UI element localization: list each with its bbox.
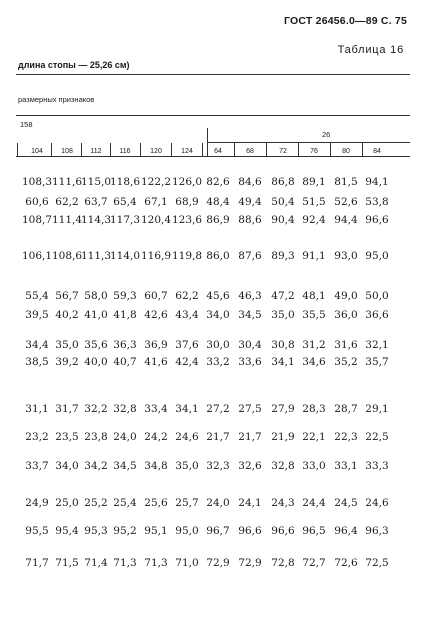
table-cell: 25,4 xyxy=(113,497,137,509)
table-cell: 32,6 xyxy=(238,460,262,472)
table-cell: 84,6 xyxy=(238,176,262,188)
table-cell: 71,3 xyxy=(144,557,168,569)
column-header: 84 xyxy=(373,148,381,155)
table-cell: 23,8 xyxy=(84,431,108,443)
table-cell: 25,0 xyxy=(55,497,79,509)
table-cell: 39,2 xyxy=(55,356,79,368)
table-cell: 32,8 xyxy=(113,403,137,415)
column-header: 64 xyxy=(214,148,222,155)
table-cell: 36,3 xyxy=(113,339,137,351)
table-cell: 72,5 xyxy=(365,557,389,569)
table-cell: 52,6 xyxy=(334,196,358,208)
table-cell: 47,2 xyxy=(271,290,295,302)
table-cell: 68,9 xyxy=(175,196,199,208)
table-cell: 30,0 xyxy=(206,339,230,351)
table-cell: 108,3 xyxy=(21,176,53,188)
table-cell: 31,1 xyxy=(25,403,49,415)
foot-length-caption: длина стопы — 25,26 см) xyxy=(18,60,130,70)
size-features-caption: размерных признаков xyxy=(18,95,95,104)
table-cell: 67,1 xyxy=(144,196,168,208)
table-cell: 86,9 xyxy=(206,214,230,226)
table-cell: 62,2 xyxy=(55,196,79,208)
table-cell: 111,3 xyxy=(80,250,112,262)
table-cell: 40,7 xyxy=(113,356,137,368)
table-cell: 24,0 xyxy=(206,497,230,509)
column-divider xyxy=(298,143,299,156)
table-cell: 56,7 xyxy=(55,290,79,302)
table-cell: 35,5 xyxy=(302,309,326,321)
table-cell: 111,6 xyxy=(51,176,83,188)
table-cell: 87,6 xyxy=(238,250,262,262)
table-cell: 53,8 xyxy=(365,196,389,208)
table-cell: 35,2 xyxy=(334,356,358,368)
table-cell: 96,6 xyxy=(365,214,389,226)
table-cell: 108,6 xyxy=(51,250,83,262)
table-cell: 93,0 xyxy=(334,250,358,262)
table-cell: 24,5 xyxy=(334,497,358,509)
column-header: 124 xyxy=(181,148,193,155)
column-divider xyxy=(362,143,363,156)
table-cell: 33,6 xyxy=(238,356,262,368)
table-cell: 33,4 xyxy=(144,403,168,415)
table-cell: 118,6 xyxy=(109,176,141,188)
table-cell: 32,2 xyxy=(84,403,108,415)
header-rule-top xyxy=(16,74,410,75)
table-cell: 96,3 xyxy=(365,525,389,537)
table-cell: 32,1 xyxy=(365,339,389,351)
table-cell: 88,6 xyxy=(238,214,262,226)
table-cell: 96,5 xyxy=(302,525,326,537)
table-cell: 72,6 xyxy=(334,557,358,569)
table-cell: 36,9 xyxy=(144,339,168,351)
table-cell: 60,7 xyxy=(144,290,168,302)
table-cell: 38,5 xyxy=(25,356,49,368)
table-cell: 43,4 xyxy=(175,309,199,321)
table-cell: 95,2 xyxy=(113,525,137,537)
table-cell: 65,4 xyxy=(113,196,137,208)
table-cell: 49,0 xyxy=(334,290,358,302)
column-header: 116 xyxy=(119,148,131,155)
table-cell: 22,1 xyxy=(302,431,326,443)
table-cell: 27,5 xyxy=(238,403,262,415)
table-cell: 24,2 xyxy=(144,431,168,443)
table-cell: 96,4 xyxy=(334,525,358,537)
column-divider xyxy=(17,143,18,156)
table-cell: 33,7 xyxy=(25,460,49,472)
table-cell: 21,9 xyxy=(271,431,295,443)
table-cell: 31,7 xyxy=(55,403,79,415)
table-cell: 35,7 xyxy=(365,356,389,368)
table-cell: 96,7 xyxy=(206,525,230,537)
table-cell: 40,0 xyxy=(84,356,108,368)
table-cell: 45,6 xyxy=(206,290,230,302)
table-cell: 33,3 xyxy=(365,460,389,472)
column-divider xyxy=(266,143,267,156)
table-cell: 59,3 xyxy=(113,290,137,302)
column-divider xyxy=(171,143,172,156)
table-cell: 90,4 xyxy=(271,214,295,226)
table-cell: 72,9 xyxy=(206,557,230,569)
table-cell: 96,6 xyxy=(271,525,295,537)
table-cell: 95,1 xyxy=(144,525,168,537)
table-cell: 123,6 xyxy=(171,214,203,226)
table-cell: 95,0 xyxy=(175,525,199,537)
table-cell: 116,9 xyxy=(140,250,172,262)
table-cell: 82,6 xyxy=(206,176,230,188)
table-cell: 92,4 xyxy=(302,214,326,226)
table-cell: 108,7 xyxy=(21,214,53,226)
table-cell: 63,7 xyxy=(84,196,108,208)
table-cell: 95,4 xyxy=(55,525,79,537)
table-cell: 42,6 xyxy=(144,309,168,321)
table-cell: 25,6 xyxy=(144,497,168,509)
table-cell: 35,0 xyxy=(271,309,295,321)
table-cell: 22,5 xyxy=(365,431,389,443)
table-cell: 115,0 xyxy=(80,176,112,188)
height-group-label: 158 xyxy=(20,120,33,129)
table-cell: 39,5 xyxy=(25,309,49,321)
bust-group-label: 26 xyxy=(322,130,331,139)
table-cell: 41,0 xyxy=(84,309,108,321)
table-cell: 117,3 xyxy=(109,214,141,226)
table-cell: 31,2 xyxy=(302,339,326,351)
column-divider xyxy=(110,143,111,156)
table-cell: 36,6 xyxy=(365,309,389,321)
table-cell: 27,2 xyxy=(206,403,230,415)
table-cell: 72,8 xyxy=(271,557,295,569)
table-cell: 48,1 xyxy=(302,290,326,302)
table-cell: 114,0 xyxy=(109,250,141,262)
table-cell: 62,2 xyxy=(175,290,199,302)
table-cell: 71,4 xyxy=(84,557,108,569)
table-cell: 34,0 xyxy=(206,309,230,321)
column-header: 72 xyxy=(279,148,287,155)
table-cell: 41,6 xyxy=(144,356,168,368)
table-cell: 114,3 xyxy=(80,214,112,226)
table-cell: 95,3 xyxy=(84,525,108,537)
table-cell: 34,6 xyxy=(302,356,326,368)
table-cell: 25,7 xyxy=(175,497,199,509)
column-header: 80 xyxy=(342,148,350,155)
table-cell: 27,9 xyxy=(271,403,295,415)
column-divider xyxy=(202,143,203,156)
table-cell: 48,4 xyxy=(206,196,230,208)
table-cell: 21,7 xyxy=(206,431,230,443)
column-header-rule xyxy=(16,156,410,157)
table-cell: 42,4 xyxy=(175,356,199,368)
table-cell: 119,8 xyxy=(171,250,203,262)
table-cell: 96,6 xyxy=(238,525,262,537)
table-cell: 55,4 xyxy=(25,290,49,302)
table-cell: 91,1 xyxy=(302,250,326,262)
column-header: 112 xyxy=(90,148,102,155)
table-cell: 24,0 xyxy=(113,431,137,443)
table-cell: 35,6 xyxy=(84,339,108,351)
standard-header: ГОСТ 26456.0—89 С. 75 xyxy=(284,15,407,27)
column-divider xyxy=(330,143,331,156)
table-cell: 34,1 xyxy=(271,356,295,368)
table-cell: 34,4 xyxy=(25,339,49,351)
table-cell: 24,6 xyxy=(365,497,389,509)
table-cell: 40,2 xyxy=(55,309,79,321)
table-cell: 50,0 xyxy=(365,290,389,302)
table-cell: 34,5 xyxy=(113,460,137,472)
table-cell: 95,0 xyxy=(365,250,389,262)
column-header: 76 xyxy=(310,148,318,155)
table-cell: 32,3 xyxy=(206,460,230,472)
table-cell: 122,2 xyxy=(140,176,172,188)
table-cell: 95,5 xyxy=(25,525,49,537)
bust-group-rule xyxy=(207,142,410,143)
column-divider xyxy=(81,143,82,156)
table-cell: 21,7 xyxy=(238,431,262,443)
table-cell: 72,9 xyxy=(238,557,262,569)
table-cell: 71,3 xyxy=(113,557,137,569)
table-cell: 81,5 xyxy=(334,176,358,188)
table-cell: 37,6 xyxy=(175,339,199,351)
table-cell: 28,3 xyxy=(302,403,326,415)
table-cell: 34,2 xyxy=(84,460,108,472)
table-cell: 86,8 xyxy=(271,176,295,188)
table-cell: 35,0 xyxy=(55,339,79,351)
table-cell: 23,5 xyxy=(55,431,79,443)
table-cell: 30,8 xyxy=(271,339,295,351)
table-cell: 22,3 xyxy=(334,431,358,443)
table-cell: 51,5 xyxy=(302,196,326,208)
table-cell: 120,4 xyxy=(140,214,172,226)
table-cell: 58,0 xyxy=(84,290,108,302)
table-cell: 71,0 xyxy=(175,557,199,569)
table-cell: 34,5 xyxy=(238,309,262,321)
table-cell: 24,9 xyxy=(25,497,49,509)
table-cell: 106,1 xyxy=(21,250,53,262)
table-cell: 32,8 xyxy=(271,460,295,472)
table-cell: 71,7 xyxy=(25,557,49,569)
table-cell: 23,2 xyxy=(25,431,49,443)
table-cell: 25,2 xyxy=(84,497,108,509)
table-label: Таблица 16 xyxy=(337,44,404,56)
table-cell: 24,4 xyxy=(302,497,326,509)
table-cell: 30,4 xyxy=(238,339,262,351)
column-header: 68 xyxy=(246,148,254,155)
table-cell: 34,0 xyxy=(55,460,79,472)
column-divider xyxy=(51,143,52,156)
table-cell: 33,2 xyxy=(206,356,230,368)
table-cell: 60,6 xyxy=(25,196,49,208)
column-divider xyxy=(234,143,235,156)
table-cell: 35,0 xyxy=(175,460,199,472)
table-cell: 24,6 xyxy=(175,431,199,443)
header-rule-middle xyxy=(16,115,410,116)
table-cell: 24,3 xyxy=(271,497,295,509)
table-cell: 126,0 xyxy=(171,176,203,188)
table-cell: 34,8 xyxy=(144,460,168,472)
table-cell: 34,1 xyxy=(175,403,199,415)
table-cell: 50,4 xyxy=(271,196,295,208)
table-cell: 94,4 xyxy=(334,214,358,226)
table-cell: 71,5 xyxy=(55,557,79,569)
table-cell: 24,1 xyxy=(238,497,262,509)
table-cell: 31,6 xyxy=(334,339,358,351)
column-divider xyxy=(140,143,141,156)
table-cell: 46,3 xyxy=(238,290,262,302)
table-cell: 33,0 xyxy=(302,460,326,472)
table-cell: 29,1 xyxy=(365,403,389,415)
column-header: 120 xyxy=(150,148,162,155)
column-header: 108 xyxy=(61,148,73,155)
table-cell: 89,1 xyxy=(302,176,326,188)
table-cell: 86,0 xyxy=(206,250,230,262)
table-cell: 28,7 xyxy=(334,403,358,415)
table-cell: 36,0 xyxy=(334,309,358,321)
table-cell: 49,4 xyxy=(238,196,262,208)
column-header: 104 xyxy=(31,148,43,155)
table-cell: 41,8 xyxy=(113,309,137,321)
table-cell: 72,7 xyxy=(302,557,326,569)
table-cell: 33,1 xyxy=(334,460,358,472)
table-cell: 94,1 xyxy=(365,176,389,188)
table-cell: 89,3 xyxy=(271,250,295,262)
table-cell: 111,4 xyxy=(51,214,83,226)
